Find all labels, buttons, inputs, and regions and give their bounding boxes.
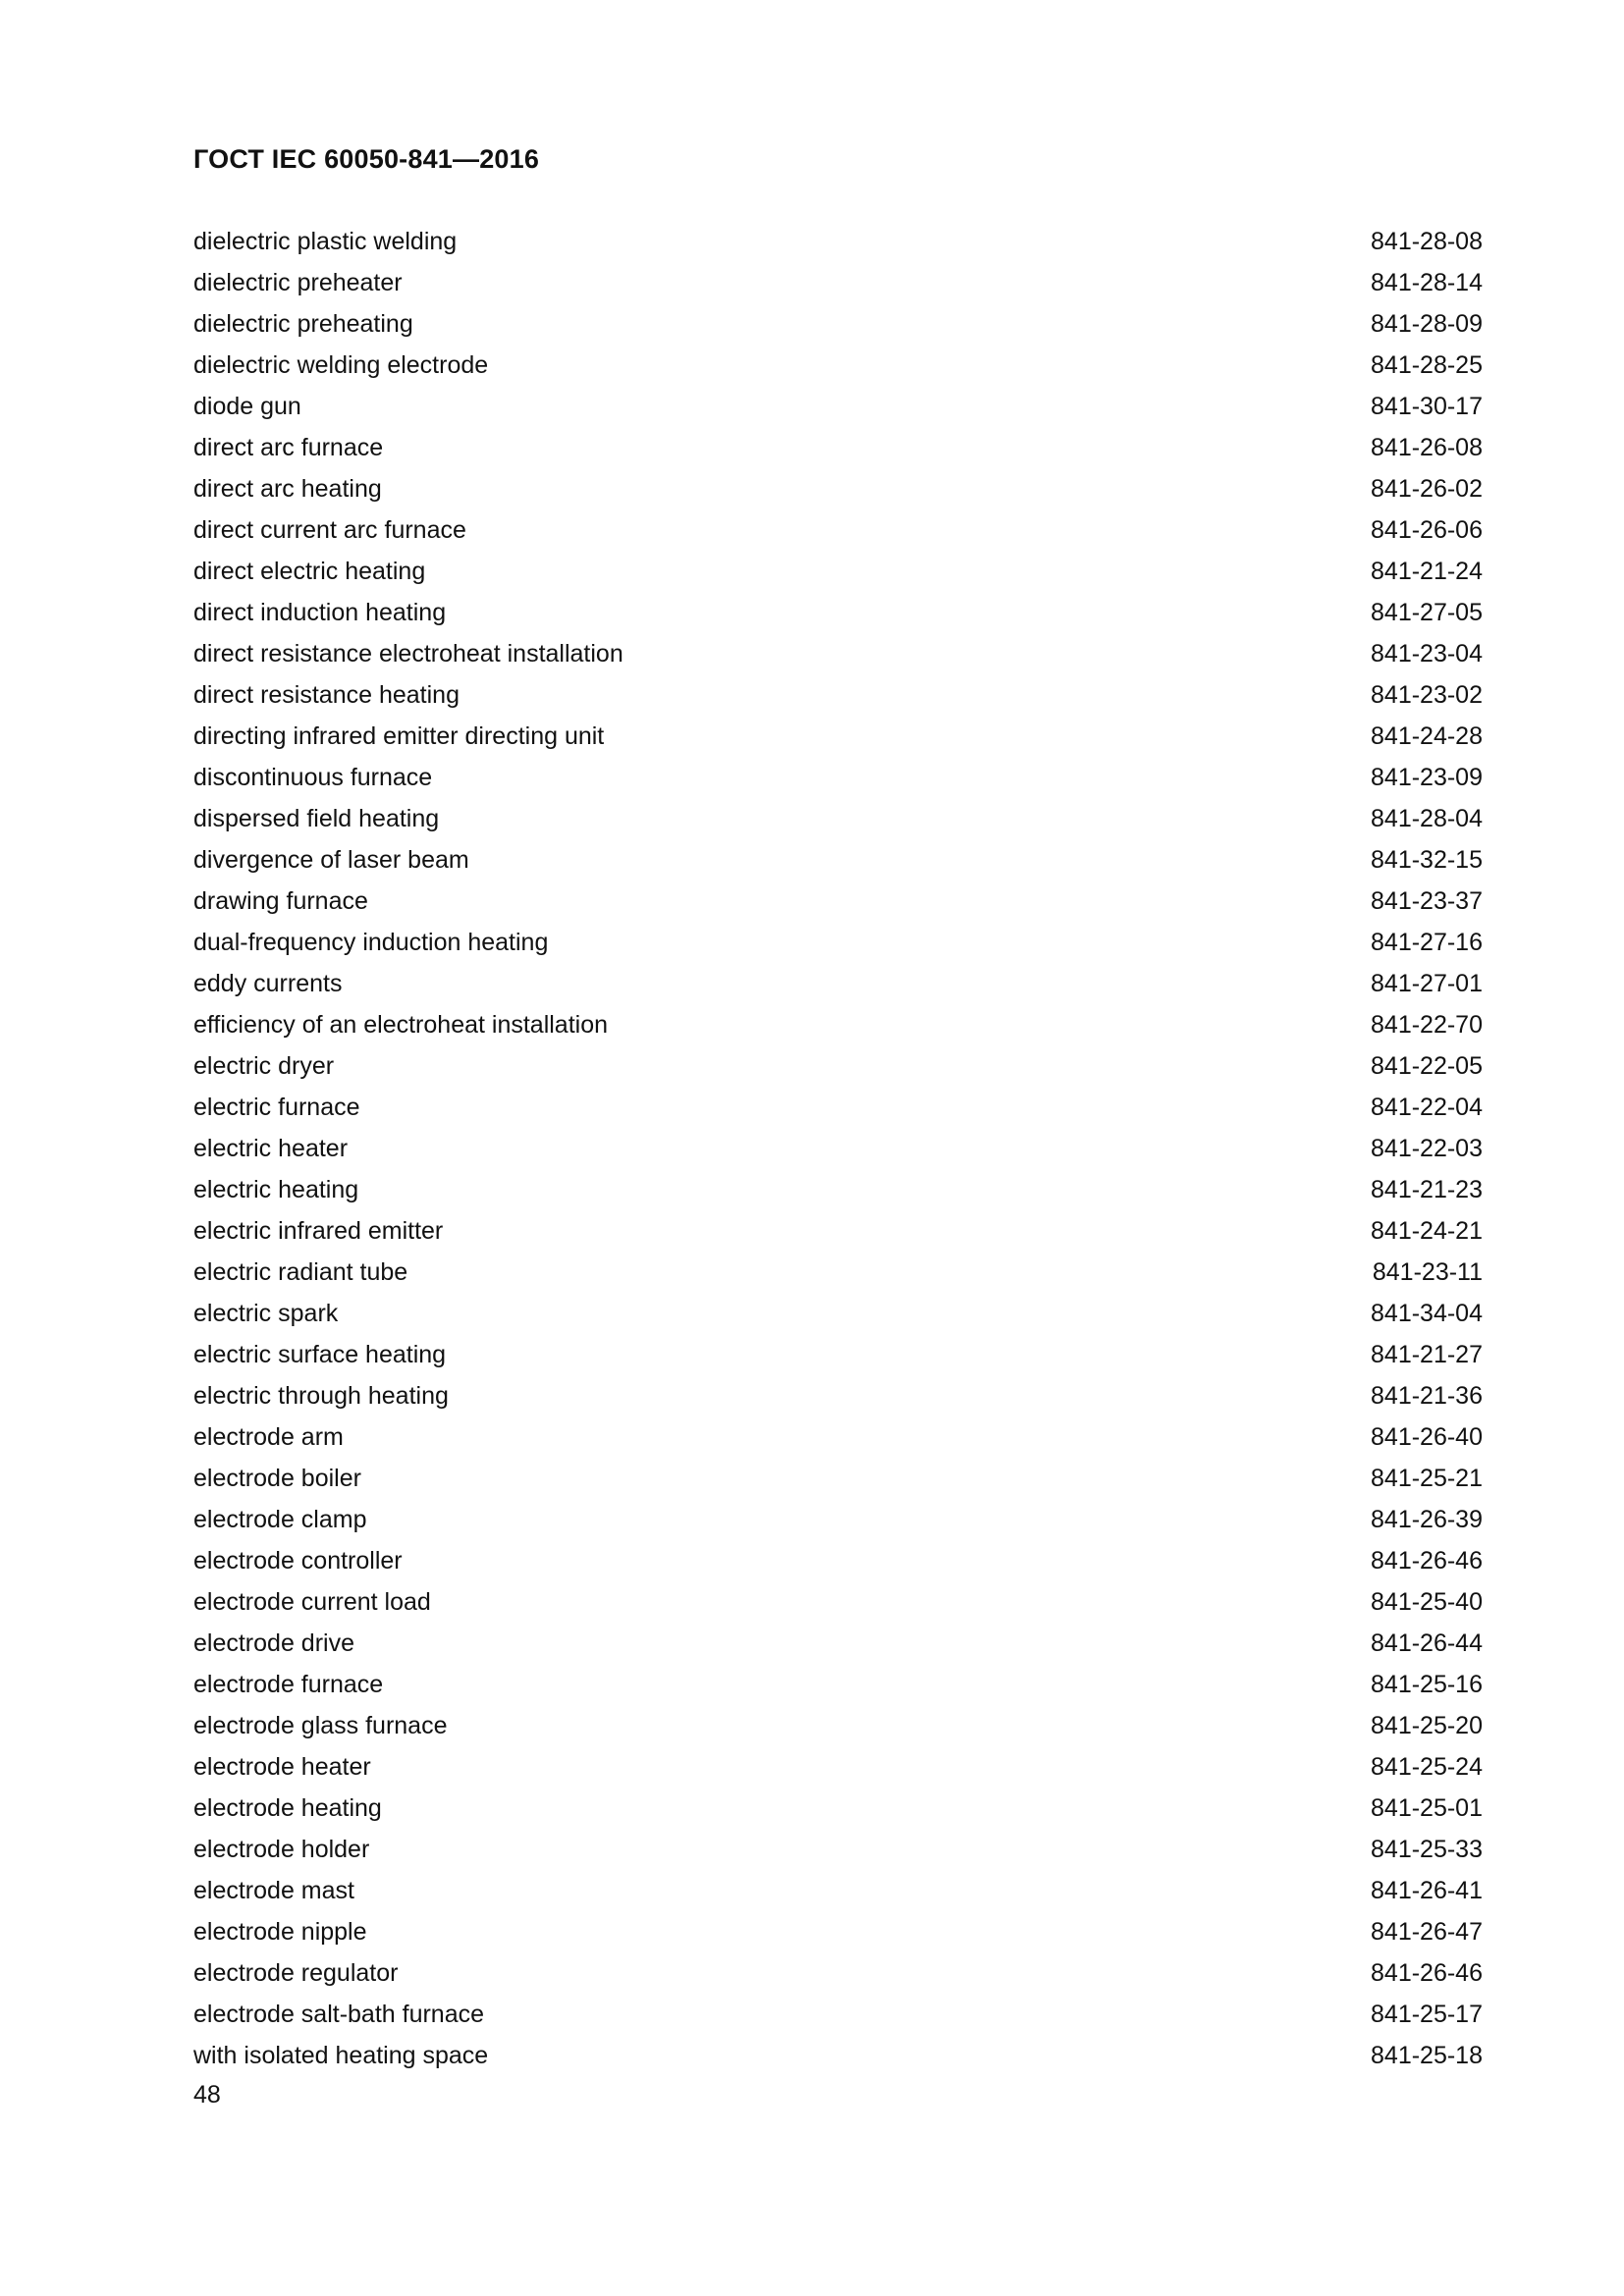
entry-reference: 841-26-08 [1371,434,1483,461]
entry-term: with isolated heating space [193,2042,489,2069]
entry-term: electrode drive [193,1629,354,1657]
entry-reference: 841-26-46 [1371,1959,1483,1987]
index-entry [193,1833,1483,1874]
index-entry [193,1462,1483,1503]
entry-reference: 841-22-70 [1371,1011,1483,1039]
entry-reference: 841-26-41 [1371,1877,1483,1904]
entry-reference: 841-25-16 [1371,1671,1483,1698]
entry-reference: 841-28-04 [1371,805,1483,832]
index-entry [193,1255,1483,1297]
entry-term: electric infrared emitter [193,1217,444,1245]
entry-term: dispersed field heating [193,805,440,832]
entry-reference: 841-26-47 [1371,1918,1483,1946]
entry-reference: 841-23-11 [1372,1258,1483,1286]
entry-reference: 841-23-02 [1371,681,1483,709]
index-entry [193,1173,1483,1214]
entry-reference: 841-22-03 [1371,1135,1483,1162]
index-entry [193,1049,1483,1091]
index-entry [193,307,1483,348]
entry-reference: 841-26-06 [1371,516,1483,544]
entry-reference: 841-28-08 [1371,228,1483,255]
entry-reference: 841-22-04 [1371,1094,1483,1121]
entry-term: direct resistance electroheat installation [193,640,623,667]
entry-reference: 841-26-40 [1371,1423,1483,1451]
entry-term: efficiency of an electroheat installation [193,1011,609,1039]
entry-term: direct arc furnace [193,434,384,461]
entry-reference: 841-25-24 [1371,1753,1483,1781]
entry-reference: 841-25-17 [1371,2001,1483,2028]
entry-reference: 841-27-05 [1371,599,1483,626]
entry-reference: 841-24-21 [1371,1217,1483,1245]
entry-term: direct arc heating [193,475,382,503]
entry-reference: 841-21-24 [1371,558,1483,585]
entry-term: electric radiant tube [193,1258,408,1286]
entry-term: electrode mast [193,1877,354,1904]
index-entry [193,1091,1483,1132]
entry-term: directing infrared emitter directing unit [193,722,605,750]
entry-term: electric through heating [193,1382,449,1410]
entry-term: electrode nipple [193,1918,367,1946]
entry-term: divergence of laser beam [193,846,469,874]
entry-term: electric heating [193,1176,359,1203]
entry-reference: 841-25-21 [1371,1465,1483,1492]
index-entry [193,1915,1483,1956]
index-entry [193,2039,1483,2080]
entry-term: electric surface heating [193,1341,447,1368]
entry-reference: 841-26-02 [1371,475,1483,503]
entry-term: dual-frequency induction heating [193,929,549,956]
entry-term: electrode regulator [193,1959,399,1987]
entry-reference: 841-21-27 [1371,1341,1483,1368]
entry-reference: 841-25-33 [1371,1836,1483,1863]
entry-reference: 841-23-37 [1371,887,1483,915]
entry-term: electrode furnace [193,1671,384,1698]
entry-reference: 841-28-14 [1371,269,1483,296]
entry-reference: 841-24-28 [1371,722,1483,750]
index-entry [193,1585,1483,1627]
index-entry [193,472,1483,513]
entry-term: electrode heater [193,1753,371,1781]
entry-term: electrode clamp [193,1506,367,1533]
entry-reference: 841-26-39 [1371,1506,1483,1533]
index-entry [193,225,1483,266]
entry-term: drawing furnace [193,887,368,915]
entry-term: dielectric preheater [193,269,403,296]
index-list [193,225,1483,2080]
entry-term: electrode boiler [193,1465,361,1492]
entry-reference: 841-28-25 [1371,351,1483,379]
entry-reference: 841-25-20 [1371,1712,1483,1739]
entry-reference: 841-27-01 [1371,970,1483,997]
entry-reference: 841-22-05 [1371,1052,1483,1080]
entry-reference: 841-21-36 [1371,1382,1483,1410]
index-entry [193,513,1483,555]
index-entry [193,843,1483,884]
index-entry [193,1214,1483,1255]
index-entry [193,1503,1483,1544]
entry-term: direct current arc furnace [193,516,466,544]
entry-term: direct induction heating [193,599,447,626]
entry-term: dielectric welding electrode [193,351,489,379]
entry-reference: 841-28-09 [1371,310,1483,338]
index-entry [193,720,1483,761]
entry-term: electric heater [193,1135,349,1162]
entry-term: electric spark [193,1300,339,1327]
entry-term: electrode current load [193,1588,431,1616]
entry-reference: 841-25-40 [1371,1588,1483,1616]
entry-reference: 841-23-04 [1371,640,1483,667]
entry-term: eddy currents [193,970,343,997]
index-entry [193,1709,1483,1750]
entry-reference: 841-27-16 [1371,929,1483,956]
entry-reference: 841-25-18 [1371,2042,1483,2069]
index-entry [193,637,1483,678]
index-entry [193,884,1483,926]
entry-reference: 841-34-04 [1371,1300,1483,1327]
entry-term: dielectric plastic welding [193,228,458,255]
index-entry [193,1956,1483,1998]
entry-term: electrode arm [193,1423,344,1451]
page-number: 48 [193,2081,221,2109]
index-entry [193,1668,1483,1709]
entry-reference: 841-23-09 [1371,764,1483,791]
index-entry [193,1132,1483,1173]
index-entry [193,678,1483,720]
index-entry [193,596,1483,637]
index-entry [193,1379,1483,1420]
entry-reference: 841-32-15 [1371,846,1483,874]
index-entry [193,1791,1483,1833]
index-entry [193,348,1483,390]
index-entry [193,926,1483,967]
index-entry [193,1627,1483,1668]
entry-term: direct electric heating [193,558,426,585]
entry-term: electric furnace [193,1094,360,1121]
entry-term: electrode glass furnace [193,1712,448,1739]
index-entry [193,802,1483,843]
index-entry [193,266,1483,307]
index-entry [193,1874,1483,1915]
index-entry [193,1750,1483,1791]
entry-reference: 841-30-17 [1371,393,1483,420]
entry-term: electrode salt-bath furnace [193,2001,485,2028]
index-entry [193,431,1483,472]
entry-term: electrode heating [193,1794,382,1822]
entry-reference: 841-25-01 [1371,1794,1483,1822]
index-entry [193,1998,1483,2039]
entry-term: electric dryer [193,1052,335,1080]
index-entry [193,1420,1483,1462]
page-header: ГОСТ IEC 60050-841—2016 [193,144,540,174]
entry-term: dielectric preheating [193,310,413,338]
entry-reference: 841-26-44 [1371,1629,1483,1657]
entry-term: discontinuous furnace [193,764,433,791]
entry-reference: 841-21-23 [1371,1176,1483,1203]
index-entry [193,1338,1483,1379]
index-entry [193,761,1483,802]
entry-reference: 841-26-46 [1371,1547,1483,1575]
entry-term: electrode holder [193,1836,370,1863]
index-entry [193,390,1483,431]
index-entry [193,1008,1483,1049]
index-entry [193,1544,1483,1585]
index-entry [193,555,1483,596]
entry-term: direct resistance heating [193,681,460,709]
entry-term: electrode controller [193,1547,403,1575]
index-entry [193,1297,1483,1338]
index-entry [193,967,1483,1008]
entry-term: diode gun [193,393,301,420]
